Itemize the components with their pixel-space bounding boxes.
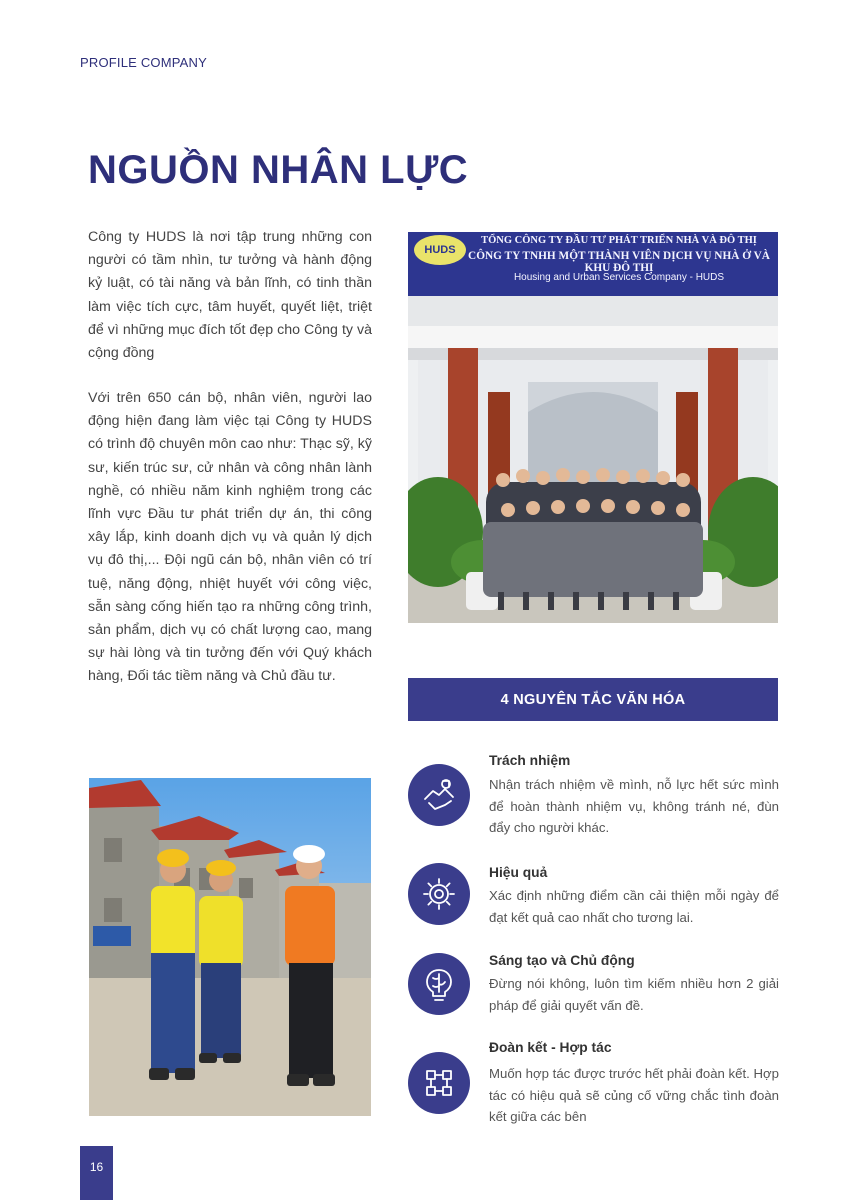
sign-line-parent-company: TỔNG CÔNG TY ĐẦU TƯ PHÁT TRIỂN NHÀ VÀ ĐÔ THỊ — [481, 235, 757, 246]
responsibility-icon — [408, 764, 470, 826]
principle-desc-efficiency: Xác định những điểm cần cải thiện mỗi ngày để đạt kết quả cao nhất cho tương lai. — [489, 888, 779, 925]
principles-heading-bar — [408, 678, 778, 721]
intro-paragraph: Công ty HUDS là nơi tập trung những con người có tầm nhìn, tư tưởng và hành động kỷ luật, có tài năng và bản lĩnh, có tinh thần làm việc tích cực, tâm huyết, quyết liệt, triệt để vì những mục đích tốt đẹp cho Công ty và cộng đồng — [88, 229, 372, 362]
page-number: 16 — [80, 1146, 113, 1200]
principle-title-teamwork: Đoàn kết - Hợp tác — [489, 1040, 612, 1055]
sign-line-english-name: Housing and Urban Services Company - HUDS — [513, 272, 725, 283]
efficiency-gear-icon — [408, 863, 470, 925]
staff-paragraph: Với trên 650 cán bộ, nhân viên, người lao động hiện đang làm việc tại Công ty HUDS có trình độ chuyên môn cao như: Thạc sỹ, kỹ sư, kiến trúc sư, cử nhân và công nhân lành nghề, có nhiều năm kinh nghiệm trong các lĩnh vực Đầu tư phát triển dự án, thi công xây lắp, kinh doanh dịch vụ và quản lý dịch vụ đô thị,... Đội ngũ cán bộ, nhân viên có trí tuệ, năng động, nhiệt huyết với công việc, sẵn sàng cống hiến tạo ra những công trình, sản phẩm, dịch vụ có chất lượng cao, mang sự hài lòng và tin tưởng đến với Quý khách hàng, Đối tác tiềm năng và Chủ đầu tư. — [88, 390, 372, 685]
workers-construction-photo — [89, 778, 371, 1116]
page-title: NGUỒN NHÂN LỰC — [88, 148, 469, 192]
principle-desc-responsibility: Nhận trách nhiệm về mình, nỗ lực hết sức mình để hoàn thành nhiệm vụ, không tránh né, đùn đẩy cho người khác. — [489, 777, 779, 835]
principle-title-responsibility: Trách nhiệm — [489, 753, 571, 768]
header-label: PROFILE COMPANY — [80, 55, 208, 70]
huds-logo: HUDS — [414, 235, 466, 265]
principle-desc-creativity: Đừng nói không, luôn tìm kiếm nhiều hơn 2 giải pháp để giải quyết vấn đề. — [489, 976, 779, 1013]
principle-title-efficiency: Hiệu quả — [489, 865, 548, 880]
company-staff-photo — [408, 232, 778, 623]
sign-line-company-name: CÔNG TY TNHH MỘT THÀNH VIÊN DỊCH VỤ NHÀ Ở VÀ KHU ĐÔ THỊ — [468, 250, 770, 274]
creative-brain-bulb-icon — [408, 953, 470, 1015]
principles-heading: 4 NGUYÊN TẮC VĂN HÓA — [500, 691, 686, 708]
teamwork-icon — [408, 1052, 470, 1114]
principle-title-creativity: Sáng tạo và Chủ động — [489, 953, 635, 968]
principle-desc-teamwork: Muốn hợp tác được trước hết phải đoàn kết. Hợp tác có hiệu quả sẽ củng cố vững chắc tình đoàn kết giữa các bên — [489, 1066, 779, 1124]
